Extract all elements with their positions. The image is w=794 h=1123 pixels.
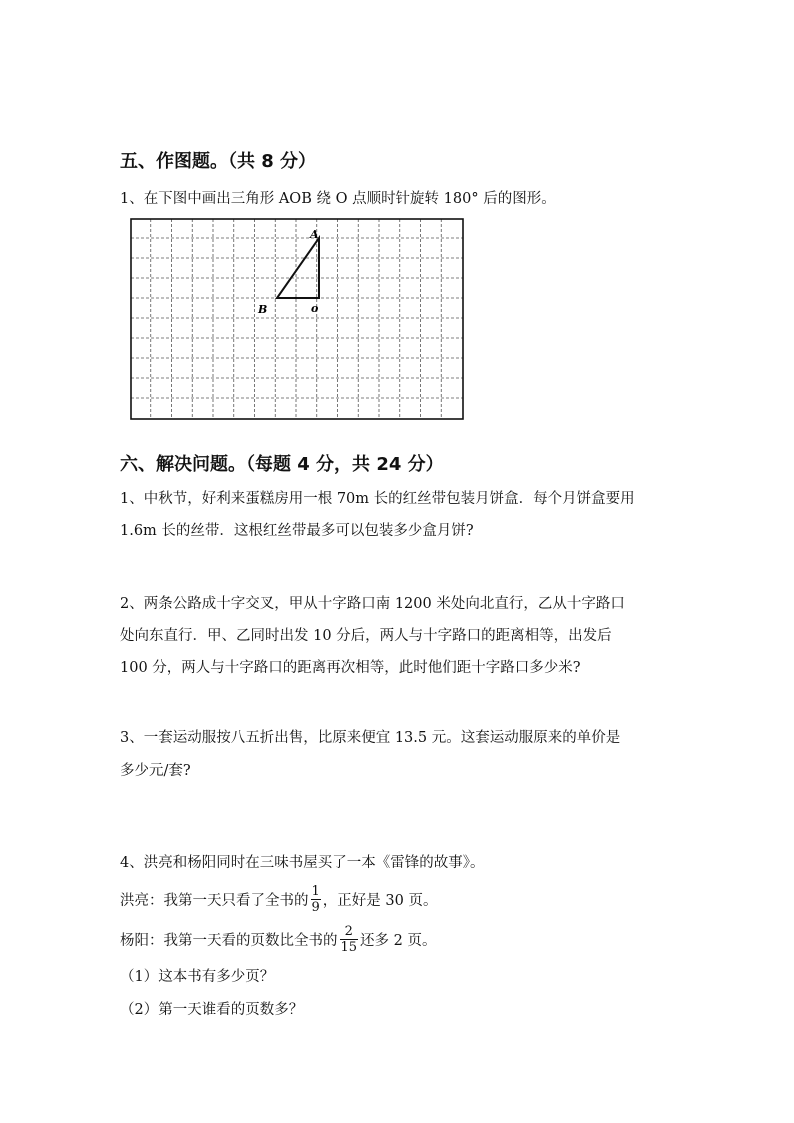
grid-svg — [130, 218, 464, 420]
question-6-2-line2: 处向东直行．甲、乙同时出发 10 分后，两人与十字路口的距离相等，出发后 — [120, 628, 612, 644]
question-6-1-line2: 1.6m 长的丝带．这根红丝带最多可以包装多少盒月饼? — [120, 523, 474, 539]
question-6-4-sub2: （2）第一天谁看的页数多？ — [120, 1002, 304, 1018]
grid-border — [131, 219, 463, 419]
fraction-denominator: 9 — [311, 899, 320, 915]
question-6-2-line3: 100 分，两人与十字路口的距离再次相等，此时他们距十字路口多少米? — [120, 660, 581, 676]
fraction-numerator: 1 — [311, 883, 320, 899]
label-point-b: B — [258, 303, 268, 316]
fraction-numerator: 2 — [344, 923, 353, 939]
triangle-aob — [277, 238, 319, 298]
question-6-3-line2: 多少元/套? — [120, 763, 191, 779]
question-6-4-sub1: （1）这本书有多少页？ — [120, 969, 275, 985]
section-six-heading: 六、解决问题。（每题 4 分，共 24 分） — [120, 454, 444, 475]
question-6-1-line1: 1、中秋节，好利来蛋糕房用一根 70m 长的红丝带包装月饼盒．每个月饼盒要用 — [120, 491, 635, 507]
question-6-4-yangyang — [120, 920, 437, 958]
fraction-two-fifteenths — [340, 925, 359, 954]
label-point-o: o — [311, 302, 319, 315]
label-point-a: A — [310, 228, 319, 241]
question-6-4-line1: 4、洪亮和杨阳同时在三味书屋买了一本《雷锋的故事》。 — [120, 855, 485, 871]
fraction-denominator: 15 — [340, 939, 358, 955]
fraction-one-ninth — [311, 885, 321, 914]
question-6-2-line1: 2、两条公路成十字交叉，甲从十字路口南 1200 米处向北直行，乙从十字路口 — [120, 596, 625, 612]
grid-lines — [131, 219, 463, 419]
rotation-grid-figure — [130, 218, 464, 420]
question-6-4-hongliang — [120, 880, 437, 918]
hongliang-text-post: ，正好是 30 页。 — [322, 892, 438, 909]
section-five-heading: 五、作图题。（共 8 分） — [120, 151, 317, 172]
yangyang-text-pre: 杨阳：我第一天看的页数比全书的 — [120, 932, 338, 949]
question-6-3-line1: 3、一套运动服按八五折出售，比原来便宜 13.5 元。这套运动服原来的单价是 — [120, 730, 621, 746]
hongliang-text-pre: 洪亮：我第一天只看了全书的 — [120, 892, 309, 909]
yangyang-text-post: 还多 2 页。 — [360, 932, 437, 949]
question-5-1: 1、在下图中画出三角形 AOB 绕 O 点顺时针旋转 180° 后的图形。 — [120, 191, 556, 207]
